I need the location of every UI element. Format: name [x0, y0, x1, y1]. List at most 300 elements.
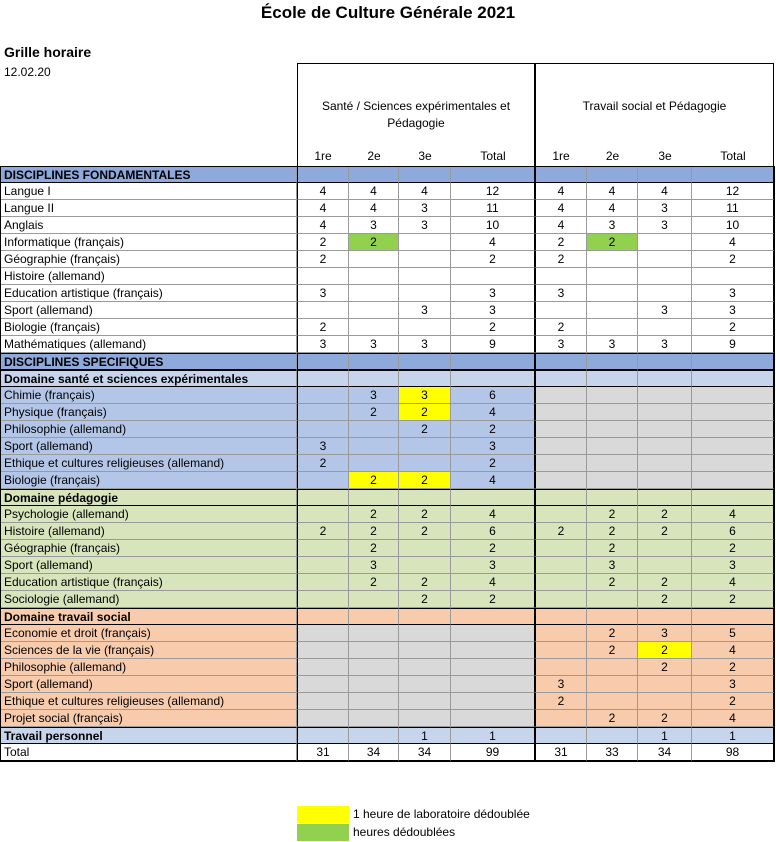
table-cell — [535, 302, 587, 319]
table-cell: 4 — [451, 234, 535, 251]
table-cell — [535, 438, 587, 455]
table-cell — [587, 693, 638, 710]
row-label: Philosophie (allemand) — [0, 421, 297, 438]
table-cell: 2 — [399, 506, 451, 523]
table-cell — [587, 591, 638, 608]
table-cell: 2 — [587, 540, 638, 557]
row-label: Sport (allemand) — [0, 302, 297, 319]
row-label: Total — [0, 744, 297, 761]
table-cell: 6 — [451, 523, 535, 540]
table-cell: 33 — [587, 744, 638, 761]
table-cell: 2 — [399, 404, 451, 421]
table-cell — [535, 472, 587, 489]
table-cell: 3 — [692, 676, 774, 693]
row-label: Sciences de la vie (français) — [0, 642, 297, 659]
table-cell: 4 — [451, 506, 535, 523]
row-label: Education artistique (français) — [0, 574, 297, 591]
table-cell — [399, 370, 451, 387]
table-cell — [349, 659, 399, 676]
table-cell — [451, 625, 535, 642]
table-cell: 4 — [451, 472, 535, 489]
table-cell: 2 — [451, 251, 535, 268]
row-label: Mathématiques (allemand) — [0, 336, 297, 353]
table-cell: 3 — [399, 336, 451, 353]
table-cell: 2 — [399, 421, 451, 438]
table-cell — [349, 421, 399, 438]
table-cell: 2 — [535, 251, 587, 268]
column-header: 1re — [552, 149, 570, 163]
table-cell: 2 — [535, 693, 587, 710]
table-cell: 1 — [451, 727, 535, 744]
table-cell — [297, 727, 349, 744]
table-cell: 2 — [692, 251, 774, 268]
row-label: Biologie (français) — [0, 472, 297, 489]
table-cell — [638, 268, 692, 285]
table-cell: 4 — [399, 183, 451, 200]
table-cell: 3 — [399, 302, 451, 319]
table-cell: 2 — [451, 591, 535, 608]
table-cell — [638, 472, 692, 489]
row-label: Sociologie (allemand) — [0, 591, 297, 608]
table-cell — [399, 625, 451, 642]
table-cell — [297, 710, 349, 727]
table-cell — [638, 421, 692, 438]
table-cell: 3 — [451, 438, 535, 455]
table-cell — [349, 727, 399, 744]
table-cell — [349, 676, 399, 693]
table-cell — [587, 370, 638, 387]
table-cell — [587, 166, 638, 183]
table-cell: 4 — [451, 574, 535, 591]
table-cell — [535, 421, 587, 438]
table-cell — [587, 727, 638, 744]
table-cell — [638, 557, 692, 574]
table-cell — [349, 625, 399, 642]
table-cell: 2 — [451, 455, 535, 472]
row-label: Domaine santé et sciences expérimentales — [0, 370, 297, 387]
table-cell — [349, 302, 399, 319]
table-cell: 3 — [535, 676, 587, 693]
table-cell: 2 — [297, 251, 349, 268]
table-cell — [535, 506, 587, 523]
table-cell — [349, 642, 399, 659]
table-cell — [587, 353, 638, 370]
table-cell — [638, 404, 692, 421]
table-cell: 12 — [692, 183, 774, 200]
column-header: 2e — [367, 149, 381, 163]
table-cell: 2 — [638, 523, 692, 540]
table-cell: 4 — [349, 200, 399, 217]
table-cell: 10 — [451, 217, 535, 234]
table-cell — [638, 285, 692, 302]
table-cell — [587, 319, 638, 336]
table-cell: 2 — [399, 574, 451, 591]
table-cell — [349, 693, 399, 710]
table-cell — [349, 319, 399, 336]
table-cell: 4 — [451, 404, 535, 421]
table-cell — [451, 608, 535, 625]
table-cell: 2 — [692, 659, 774, 676]
table-cell — [451, 166, 535, 183]
table-cell — [692, 438, 774, 455]
table-cell: 2 — [638, 710, 692, 727]
table-cell — [297, 421, 349, 438]
table-cell: 2 — [692, 540, 774, 557]
table-cell — [451, 659, 535, 676]
group-label: Travail social et Pédagogie — [582, 99, 727, 113]
row-label: Histoire (allemand) — [0, 268, 297, 285]
table-cell — [349, 370, 399, 387]
table-cell — [535, 166, 587, 183]
row-label: Sport (allemand) — [0, 676, 297, 693]
table-cell: 9 — [692, 336, 774, 353]
table-cell: 3 — [297, 285, 349, 302]
row-label: Biologie (français) — [0, 319, 297, 336]
row-label: Sport (allemand) — [0, 438, 297, 455]
row-label: DISCIPLINES SPECIFIQUES — [0, 353, 297, 370]
table-cell: 2 — [587, 574, 638, 591]
table-cell — [535, 370, 587, 387]
table-cell — [535, 455, 587, 472]
table-cell — [297, 557, 349, 574]
table-cell — [451, 693, 535, 710]
table-cell — [297, 659, 349, 676]
table-cell — [535, 540, 587, 557]
table-cell — [399, 166, 451, 183]
table-cell — [587, 659, 638, 676]
table-cell: 3 — [638, 200, 692, 217]
table-cell — [399, 234, 451, 251]
table-cell — [692, 472, 774, 489]
table-cell — [535, 727, 587, 744]
row-label: Sport (allemand) — [0, 557, 297, 574]
table-cell — [535, 659, 587, 676]
table-cell — [399, 659, 451, 676]
table-cell — [297, 302, 349, 319]
table-cell: 2 — [451, 421, 535, 438]
table-cell: 4 — [535, 183, 587, 200]
table-cell: 3 — [692, 302, 774, 319]
row-label: Domaine pédagogie — [0, 489, 297, 506]
table-cell: 2 — [451, 319, 535, 336]
table-cell: 2 — [638, 642, 692, 659]
table-cell: 3 — [399, 217, 451, 234]
table-cell — [297, 693, 349, 710]
table-cell: 3 — [638, 336, 692, 353]
table-cell: 2 — [297, 455, 349, 472]
column-header: 3e — [418, 149, 432, 163]
table-cell — [587, 302, 638, 319]
table-cell — [692, 370, 774, 387]
table-cell — [535, 404, 587, 421]
table-cell: 2 — [349, 234, 399, 251]
column-header: 3e — [658, 149, 672, 163]
table-cell — [349, 166, 399, 183]
table-cell: 4 — [587, 183, 638, 200]
table-cell: 99 — [451, 744, 535, 761]
table-cell — [349, 489, 399, 506]
table-cell — [451, 370, 535, 387]
table-cell — [535, 268, 587, 285]
table-cell: 3 — [297, 438, 349, 455]
table-cell — [638, 319, 692, 336]
table-cell — [692, 421, 774, 438]
table-cell: 2 — [399, 591, 451, 608]
table-cell: 3 — [399, 387, 451, 404]
table-cell — [638, 387, 692, 404]
table-cell: 3 — [451, 285, 535, 302]
table-cell — [297, 472, 349, 489]
table-cell — [451, 268, 535, 285]
table-cell: 2 — [297, 234, 349, 251]
table-cell — [399, 608, 451, 625]
table-cell — [349, 285, 399, 302]
table-cell — [587, 421, 638, 438]
table-cell: 2 — [297, 523, 349, 540]
table-cell: 2 — [692, 319, 774, 336]
table-cell — [587, 285, 638, 302]
table-cell: 31 — [297, 744, 349, 761]
table-cell: 3 — [638, 302, 692, 319]
table-cell: 2 — [638, 506, 692, 523]
table-cell — [297, 268, 349, 285]
table-cell — [638, 234, 692, 251]
table-cell: 2 — [587, 642, 638, 659]
table-cell: 2 — [638, 574, 692, 591]
table-cell — [638, 166, 692, 183]
table-cell: 2 — [349, 540, 399, 557]
table-cell: 2 — [399, 472, 451, 489]
table-cell: 11 — [451, 200, 535, 217]
table-cell: 4 — [692, 574, 774, 591]
table-cell — [399, 540, 451, 557]
table-cell — [297, 591, 349, 608]
row-label: Domaine travail social — [0, 608, 297, 625]
row-label: Informatique (français) — [0, 234, 297, 251]
table-cell: 2 — [587, 523, 638, 540]
row-label: Langue I — [0, 183, 297, 200]
row-label: Géographie (français) — [0, 251, 297, 268]
table-cell: 3 — [399, 200, 451, 217]
table-cell — [297, 574, 349, 591]
table-cell: 3 — [638, 625, 692, 642]
table-cell: 4 — [349, 183, 399, 200]
table-cell: 2 — [535, 523, 587, 540]
table-cell: 9 — [451, 336, 535, 353]
table-cell — [692, 166, 774, 183]
table-cell: 2 — [349, 472, 399, 489]
table-cell — [587, 608, 638, 625]
column-header: Total — [720, 149, 746, 163]
table-cell — [399, 710, 451, 727]
table-cell: 3 — [587, 217, 638, 234]
row-label: Chimie (français) — [0, 387, 297, 404]
table-cell — [399, 285, 451, 302]
table-cell — [638, 489, 692, 506]
column-header: 2e — [605, 149, 620, 163]
table-cell — [297, 642, 349, 659]
table-cell: 5 — [692, 625, 774, 642]
table-cell — [535, 353, 587, 370]
table-cell: 2 — [587, 625, 638, 642]
table-cell: 3 — [349, 217, 399, 234]
row-label: Travail personnel — [0, 727, 297, 744]
table-cell: 2 — [638, 659, 692, 676]
table-cell — [399, 251, 451, 268]
table-cell — [692, 489, 774, 506]
table-cell: 1 — [638, 727, 692, 744]
page-title: École de Culture Générale 2021 — [260, 3, 516, 22]
table-cell — [587, 455, 638, 472]
table-cell: 31 — [535, 744, 587, 761]
table-cell — [297, 676, 349, 693]
legend-label: heures dédoublées — [353, 825, 456, 839]
row-label: Philosophie (allemand) — [0, 659, 297, 676]
table-cell — [349, 608, 399, 625]
table-cell — [399, 557, 451, 574]
table-cell — [692, 404, 774, 421]
table-cell — [535, 608, 587, 625]
legend-label: 1 heure de laboratoire dédoublée — [353, 807, 530, 821]
row-label: Géographie (français) — [0, 540, 297, 557]
table-cell: 4 — [535, 217, 587, 234]
table-cell: 3 — [451, 557, 535, 574]
table-cell — [638, 370, 692, 387]
table-cell — [638, 353, 692, 370]
table-cell: 2 — [692, 591, 774, 608]
table-cell: 4 — [587, 200, 638, 217]
table-cell — [297, 625, 349, 642]
table-cell: 34 — [638, 744, 692, 761]
row-label: Psychologie (allemand) — [0, 506, 297, 523]
row-label: Langue II — [0, 200, 297, 217]
table-cell: 4 — [535, 200, 587, 217]
table-cell — [399, 693, 451, 710]
row-label: Ethique et cultures religieuses (allemand) — [0, 693, 297, 710]
table-cell: 3 — [297, 336, 349, 353]
table-cell — [535, 574, 587, 591]
table-cell — [297, 506, 349, 523]
table-cell: 34 — [399, 744, 451, 761]
table-cell — [451, 642, 535, 659]
table-cell: 2 — [399, 523, 451, 540]
table-cell — [535, 642, 587, 659]
table-cell — [451, 489, 535, 506]
table-cell — [587, 676, 638, 693]
table-cell: 34 — [349, 744, 399, 761]
table-cell: 3 — [535, 285, 587, 302]
table-cell — [399, 455, 451, 472]
table-cell — [349, 455, 399, 472]
table-cell — [587, 387, 638, 404]
table-cell — [692, 353, 774, 370]
table-cell: 3 — [692, 557, 774, 574]
table-cell — [692, 455, 774, 472]
table-cell — [587, 438, 638, 455]
table-cell — [451, 710, 535, 727]
table-cell: 2 — [349, 574, 399, 591]
table-cell: 2 — [349, 506, 399, 523]
table-cell — [587, 251, 638, 268]
table-cell — [692, 268, 774, 285]
group-label: Santé / Sciences expérimentales et Pédagogie — [321, 99, 511, 130]
table-cell — [297, 387, 349, 404]
table-cell: 3 — [349, 336, 399, 353]
table-cell: 2 — [587, 234, 638, 251]
table-cell: 10 — [692, 217, 774, 234]
table-cell: 4 — [638, 183, 692, 200]
table-cell: 2 — [349, 404, 399, 421]
table-cell — [297, 166, 349, 183]
table-cell: 3 — [451, 302, 535, 319]
table-cell — [399, 319, 451, 336]
table-cell: 2 — [451, 540, 535, 557]
table-cell — [638, 608, 692, 625]
table-cell: 4 — [692, 234, 774, 251]
table-cell: 4 — [297, 183, 349, 200]
table-cell — [297, 404, 349, 421]
table-cell: 4 — [297, 200, 349, 217]
row-label: Histoire (allemand) — [0, 523, 297, 540]
table-cell — [297, 608, 349, 625]
table-cell: 3 — [638, 217, 692, 234]
table-cell: 1 — [692, 727, 774, 744]
table-cell — [349, 710, 399, 727]
table-cell: 4 — [692, 506, 774, 523]
table-cell — [692, 608, 774, 625]
table-cell: 2 — [535, 234, 587, 251]
table-cell — [399, 676, 451, 693]
table-cell: 3 — [349, 387, 399, 404]
legend-swatch — [297, 824, 349, 841]
table-cell — [399, 353, 451, 370]
column-header: Total — [480, 149, 506, 163]
table-cell: 2 — [297, 319, 349, 336]
table-cell: 2 — [587, 506, 638, 523]
row-label: Physique (français) — [0, 404, 297, 421]
table-cell — [587, 489, 638, 506]
table-cell — [451, 676, 535, 693]
table-cell — [535, 489, 587, 506]
table-cell — [399, 268, 451, 285]
table-cell — [297, 489, 349, 506]
table-cell: 1 — [399, 727, 451, 744]
table-cell: 2 — [587, 710, 638, 727]
column-header: 1re — [314, 149, 332, 163]
subtitle: Grille horaire — [4, 44, 92, 60]
row-label: Projet social (français) — [0, 710, 297, 727]
table-cell — [349, 353, 399, 370]
table-cell — [535, 387, 587, 404]
table-cell — [587, 404, 638, 421]
table-cell: 11 — [692, 200, 774, 217]
table-cell: 6 — [692, 523, 774, 540]
row-label: Education artistique (français) — [0, 285, 297, 302]
row-label: Anglais — [0, 217, 297, 234]
table-cell: 3 — [587, 336, 638, 353]
table-cell: 4 — [692, 642, 774, 659]
table-cell — [535, 625, 587, 642]
table-cell — [349, 268, 399, 285]
table-cell — [349, 251, 399, 268]
table-cell: 3 — [587, 557, 638, 574]
table-cell — [692, 387, 774, 404]
table-cell — [297, 370, 349, 387]
table-cell — [535, 591, 587, 608]
table-cell: 6 — [451, 387, 535, 404]
table-cell — [399, 642, 451, 659]
table-cell: 4 — [297, 217, 349, 234]
